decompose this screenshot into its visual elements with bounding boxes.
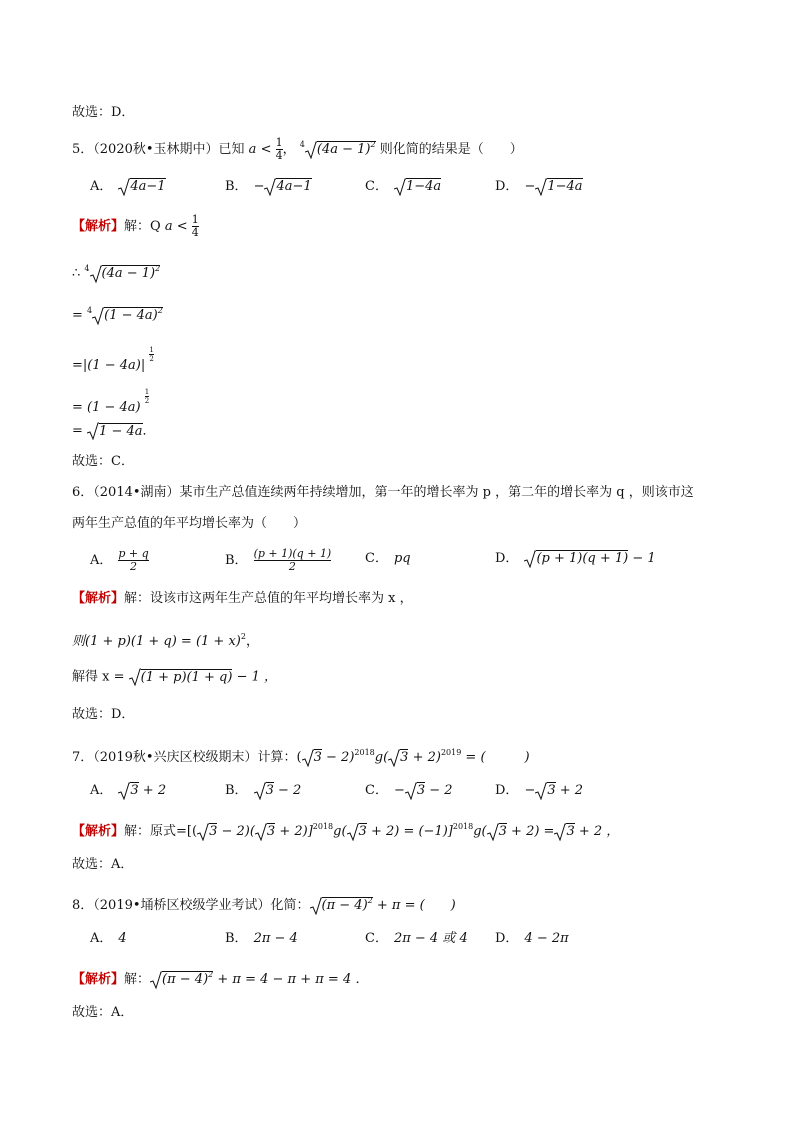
math-var: a	[248, 142, 257, 157]
radical-sign-icon	[255, 823, 267, 841]
radical-sign-icon	[118, 178, 130, 196]
option-c[interactable]: C． pq	[365, 551, 411, 566]
question-6-line-2: 两年生产总值的年平均增长率为（ ）	[72, 516, 307, 531]
option-b[interactable]: B． 3 − 2	[225, 783, 302, 798]
radical-sign-icon	[302, 749, 314, 767]
options-q7	[90, 780, 730, 802]
step-3: =|(1 − 4a)| $\frac{1}{2}$	[72, 346, 154, 373]
radical-sign-icon	[264, 178, 276, 196]
option-c[interactable]: C． 1−4a	[365, 179, 442, 194]
option-c[interactable]: C． 2π − 4 或 4	[365, 931, 468, 946]
radical-sign-icon	[305, 141, 317, 159]
option-d[interactable]: D． (p + 1)(q + 1) − 1	[495, 551, 656, 566]
radical-sign-icon	[524, 550, 536, 568]
choose-answer-q6: 故选：D．	[72, 707, 135, 722]
radical-sign-icon	[310, 897, 322, 915]
option-a[interactable]: A． 4	[90, 931, 127, 946]
question-5: 5．（2020秋•玉林期中）已知 a < $\frac{1}{4}$ ， $^4$ $(4a - 1)^2$ 则化简的结果是（ ）	[72, 136, 523, 162]
exponent-fraction: $\frac{1}{2}$	[149, 346, 154, 363]
analysis-tag: 【解析】	[72, 824, 125, 839]
option-c[interactable]: C． − 3 − 2	[365, 783, 453, 798]
option-b[interactable]: B． − 4a−1	[225, 179, 312, 194]
radical-sign-icon	[405, 782, 417, 800]
step-1: ∴ $^4$ $(4a - 1)^2$	[72, 264, 161, 281]
option-a[interactable]: A． $\frac{p + q}{2}$	[90, 547, 149, 573]
choose-answer-q5: 故选：C．	[72, 454, 134, 469]
options-q6	[90, 548, 730, 578]
options-q8	[90, 928, 730, 950]
radical-sign-icon	[535, 782, 547, 800]
analysis-q5-head: 【解析】解：Q a < $\frac{1}{4}$	[72, 213, 199, 239]
analysis-q6-step-1: 则$(1 + p)(1 + q) = (1 + x)^2$，	[72, 632, 259, 649]
math-op: <	[260, 142, 272, 157]
analysis-tag: 【解析】	[72, 219, 125, 234]
radical-sign-icon	[254, 782, 266, 800]
radical-sign-icon	[92, 307, 104, 325]
question-stem: 5．（2020秋•玉林期中）已知	[72, 142, 245, 157]
analysis-tag: 【解析】	[72, 591, 125, 606]
radical-sign-icon	[487, 823, 499, 841]
fraction: $\frac{1}{4}$	[275, 136, 283, 162]
option-b[interactable]: B． $\frac{(p + 1)(q + 1)}{2}$	[225, 547, 332, 573]
fraction: $\frac{1}{4}$	[191, 213, 199, 239]
radical-sign-icon	[87, 422, 99, 440]
radical-sign-icon	[535, 178, 547, 196]
analysis-tag: 【解析】	[72, 972, 125, 987]
radical-index: 4	[299, 140, 305, 149]
radical-sign-icon	[388, 749, 400, 767]
step-2: = $^4$ $(1 - 4a)^2$	[72, 306, 163, 323]
question-8: 8．（2019•埇桥区校级学业考试）化简： $(\pi - 4)^2 + \pi$ = ( )	[72, 896, 456, 913]
radical-sign-icon	[197, 823, 209, 841]
choose-answer-q7: 故选：A．	[72, 857, 134, 872]
analysis-q8: 【解析】解： $(\pi - 4)^2 + \pi = 4 - \pi + \pi = 4$ ．	[72, 970, 369, 987]
radical-sign-icon	[554, 823, 566, 841]
choose-answer-q8: 故选：A．	[72, 1005, 134, 1020]
option-d[interactable]: D． − 3 + 2	[495, 783, 584, 798]
radicand: (4a − 1)	[316, 142, 371, 157]
option-a[interactable]: A． 3 + 2	[90, 783, 167, 798]
options-q5	[90, 176, 730, 198]
option-d[interactable]: D． 4 − 2π	[495, 931, 569, 946]
radical-sign-icon	[394, 178, 406, 196]
text: 故选：D．	[72, 105, 135, 120]
radical-sign-icon	[129, 668, 141, 686]
radical-sign-icon	[347, 823, 359, 841]
question-tail: 则化简的结果是（ ）	[379, 142, 523, 157]
option-b[interactable]: B． 2π − 4	[225, 931, 298, 946]
option-a[interactable]: A． 4a−1	[90, 179, 166, 194]
analysis-q6-step-2: 解得 x = (1 + p)(1 + q) − 1 ，	[72, 669, 277, 685]
analysis-q6: 【解析】解：设该市这两年生产总值的年平均增长率为 x ，	[72, 591, 413, 606]
choose-answer-q4	[72, 104, 134, 122]
analysis-q7: 【解析】解：原式=[( 3 − 2)( 3 + 2)]$^{2018}$g( 3 + 2) = (−1)]$^{2018}$g( 3 + 2) = 3 + 2 ，	[72, 822, 620, 839]
exponent-fraction: $\frac{1}{2}$	[144, 388, 150, 405]
punct: ，	[282, 142, 296, 157]
step-4: = (1 − 4a) $\frac{1}{2}$	[72, 388, 150, 415]
question-6-line-1: 6．（2014•湖南）某市生产总值连续两年持续增加，第一年的增长率为 p ，第二年的增长率为 q ，则该市这	[72, 485, 694, 500]
radical-sign-icon	[150, 971, 162, 989]
radical-sign-icon	[118, 782, 130, 800]
step-5: = 1 − 4a．	[72, 423, 156, 439]
question-7: 7．（2019秋•兴庆区校级期末）计算：( 3 − 2)$^{2018}$g( 3 + 2)$^{2019}$ = ( )	[72, 748, 530, 765]
option-d[interactable]: D． − 1−4a	[495, 179, 583, 194]
radical-sign-icon	[90, 265, 102, 283]
